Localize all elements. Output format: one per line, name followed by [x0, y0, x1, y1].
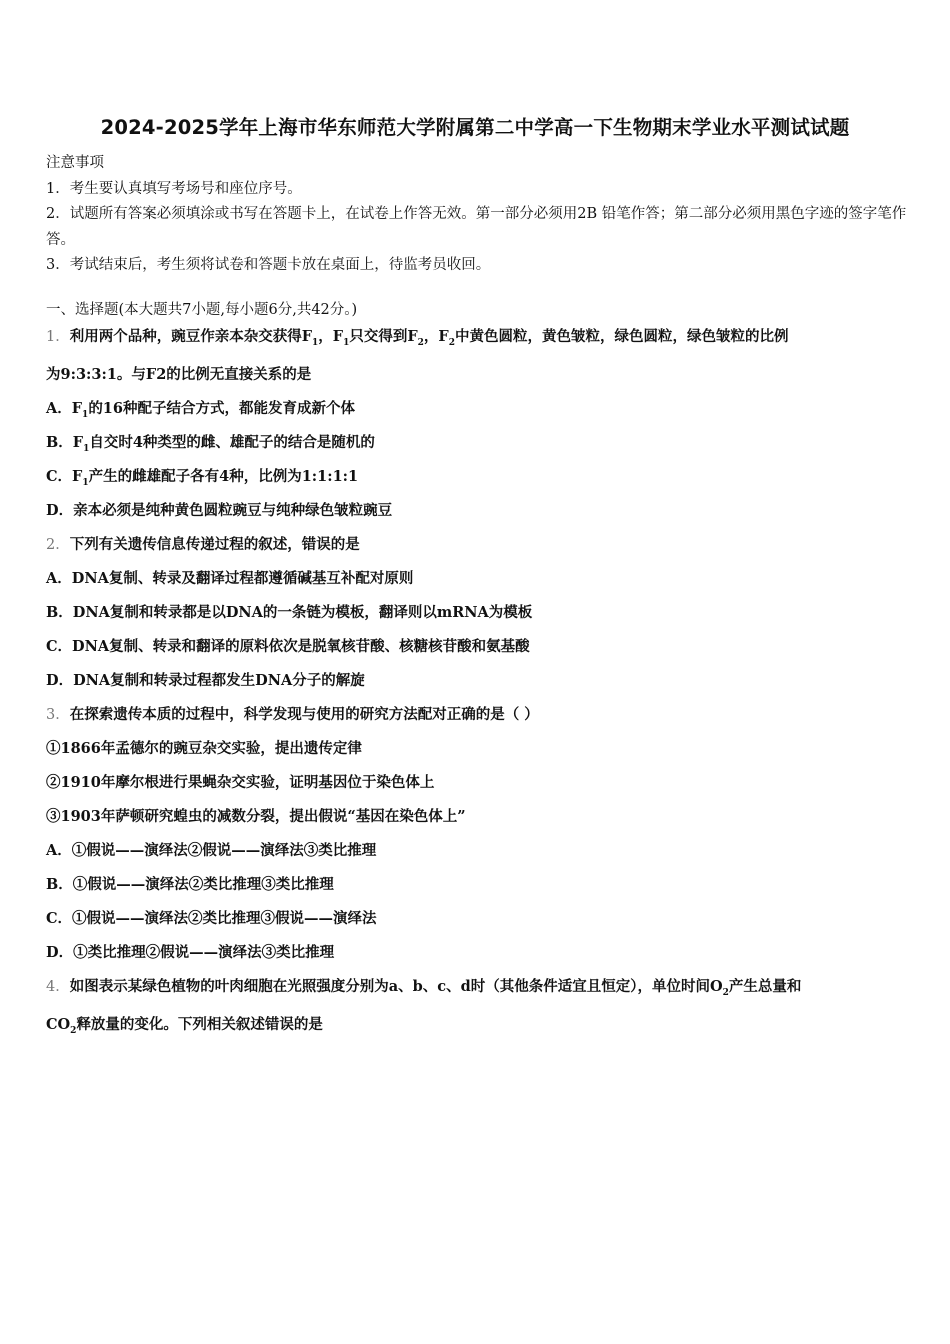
- question-list: [46, 323, 908, 1045]
- q4-number: 4．: [46, 979, 70, 995]
- q3-number: 3．: [46, 707, 70, 723]
- notice-item-1: 1．考生要认真填写考场号和座位序号。: [46, 180, 302, 197]
- q1-option-d: D．亲本必须是纯种黄色圆粒豌豆与纯种绿色皱粒豌豆: [46, 502, 393, 519]
- q2-number: 2．: [46, 537, 70, 553]
- q2-option-c: C．DNA复制、转录和翻译的原料依次是脱氧核苷酸、核糖核苷酸和氨基酸: [46, 638, 530, 655]
- notice-item-2: 2．试题所有答案必须填涂或书写在答题卡上，在试卷上作答无效。第一部分必须用2B 铅笔作答；第二部分必须用黑色字迹的签字笔作答。: [46, 206, 907, 248]
- q3-item-3: ③1903年萨顿研究蝗虫的减数分裂，提出假说“基因在染色体上”: [46, 808, 466, 825]
- q1-number: 1．: [46, 329, 70, 345]
- section-heading: 一、选择题(本大题共7小题,每小题6分,共42分。): [46, 302, 358, 318]
- q1-stem: 1．利用两个品种，豌豆作亲本杂交获得$F_1$，$F_1$只交得到$F_2$，$F_2$中黄色圆粒，黄色皱粒，绿色圆粒，绿色皱粒的比例: [46, 328, 789, 348]
- q1-stem-line2: 为9:3:3:1。与F2的比例无直接关系的是: [46, 366, 312, 383]
- q2-stem: 2．下列有关遗传信息传递过程的叙述，错误的是: [46, 536, 360, 553]
- q3-option-a: A．①假说——演绎法②假说——演绎法③类比推理: [46, 842, 377, 859]
- q1-option-a: A．$F_1$的16种配子结合方式，都能发育成新个体: [46, 400, 355, 420]
- q2-option-a: A．DNA复制、转录及翻译过程都遵循碱基互补配对原则: [46, 570, 414, 587]
- q2-option-d: D．DNA复制和转录过程都发生DNA分子的解旋: [46, 672, 365, 689]
- q3-option-b: B．①假说——演绎法②类比推理③类比推理: [46, 876, 334, 893]
- q2-option-b: B．DNA复制和转录都是以DNA的一条链为模板，翻译则以mRNA为模板: [46, 604, 533, 621]
- q3-stem: 3．在探索遗传本质的过程中，科学发现与使用的研究方法配对正确的是（ ）: [46, 706, 539, 723]
- q4-stem: 4．如图表示某绿色植物的叶肉细胞在光照强度分别为a、b、c、d时（其他条件适宜且恒定），单位时间$O_2$产生总量和: [46, 978, 802, 998]
- q3-option-c: C．①假说——演绎法②类比推理③假说——演绎法: [46, 910, 377, 927]
- q1-option-c: C．$F_1$产生的雌雄配子各有4种，比例为1:1:1:1: [46, 468, 359, 488]
- q1-option-b: B．$F_1$自交时4种类型的雌、雄配子的结合是随机的: [46, 434, 375, 454]
- q4-stem-line2: $CO_2$释放量的变化。下列相关叙述错误的是: [46, 1016, 323, 1036]
- notice-item-3: 3．考试结束后，考生须将试卷和答题卡放在桌面上，待监考员收回。: [46, 257, 491, 273]
- q3-option-d: D．①类比推理②假说——演绎法③类比推理: [46, 944, 335, 961]
- q3-item-1: ①1866年孟德尔的豌豆杂交实验，提出遗传定律: [46, 740, 362, 757]
- q3-item-2: ②1910年摩尔根进行果蝇杂交实验，证明基因位于染色体上: [46, 774, 435, 791]
- exam-title: 2024-2025学年上海市华东师范大学附属第二中学高一下生物期末学业水平测试试题: [100, 116, 850, 139]
- notice-heading: 注意事项: [46, 155, 104, 171]
- notice-block: [46, 151, 908, 279]
